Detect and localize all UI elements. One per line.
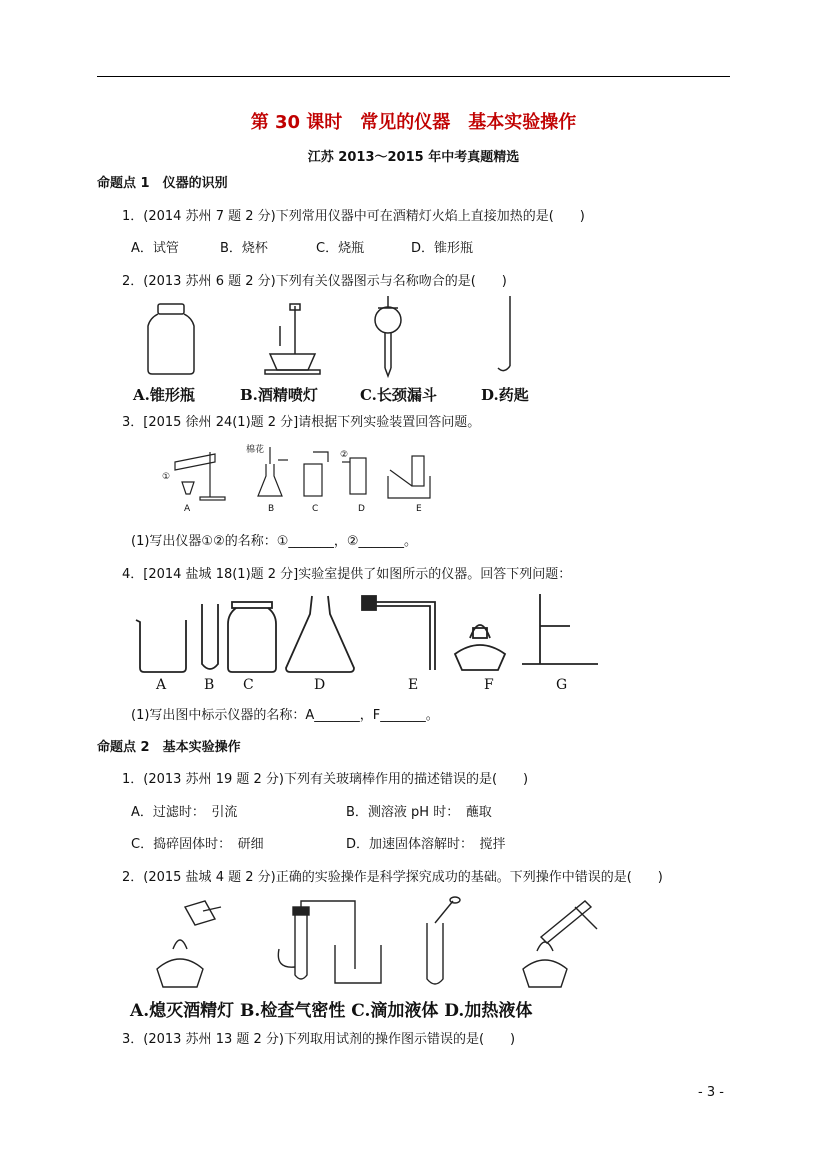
section-heading-1: 命题点 1 仪器的识别	[97, 176, 228, 191]
test-tube-drawing	[202, 604, 218, 669]
section-heading-2: 命题点 2 基本实验操作	[97, 740, 241, 755]
heat-liquid-drawing	[523, 901, 597, 987]
q2-caption-d: D.药匙	[481, 386, 529, 404]
q2-caption-c: C.长颈漏斗	[360, 386, 437, 404]
q2-1-option-d: D．加速固体溶解时： 搅拌	[346, 837, 506, 852]
q3-note-2: ②	[340, 450, 349, 460]
q3-label-a: A	[184, 504, 191, 514]
page-subtitle: 江苏 2013～2015 年中考真题精选	[307, 150, 520, 165]
page-title: 第 30 课时 常见的仪器 基本实验操作	[250, 112, 577, 133]
add-liquid-drawing	[427, 897, 460, 984]
q1-1-option-b: B．烧杯	[220, 241, 268, 256]
q2-1-option-a: A．过滤时： 引流	[131, 805, 238, 820]
operation-figure-q2	[145, 897, 605, 989]
question-1-4: 4．[2014 盐城 18(1)题 2 分]实验室提供了如图所示的仪器。回答下列问题：	[122, 567, 572, 582]
separatory-funnel-drawing	[375, 296, 401, 376]
q3-label-e: E	[416, 504, 422, 514]
page-number: - 3 -	[698, 1085, 724, 1100]
question-1-3: 3．[2015 徐州 24(1)题 2 分]请根据下列实验装置回答问题。	[122, 415, 481, 430]
apparatus-c-drawing	[304, 452, 328, 496]
q2-caption-a: A.锥形瓶	[133, 386, 195, 404]
question-2-1: 1．(2013 苏州 19 题 2 分)下列有关玻璃棒作用的描述错误的是( )	[122, 772, 529, 787]
question-1-3-sub: (1)写出仪器①②的名称：①_______，②_______。	[131, 534, 418, 549]
q4-label-e: E	[408, 677, 419, 693]
glass-tube-stopper-drawing	[362, 596, 435, 670]
iron-stand-drawing	[522, 594, 598, 664]
q4-label-f: F	[484, 677, 494, 693]
apparatus-figure-q3	[160, 442, 460, 512]
q4-label-d: D	[314, 677, 326, 693]
q3-label-c: C	[312, 504, 319, 514]
q3-note-1: ①	[162, 472, 171, 482]
q1-1-option-a: A．试管	[131, 241, 179, 256]
apparatus-d-drawing	[342, 458, 366, 494]
gas-bottle-drawing	[228, 602, 276, 672]
q2-1-option-b: B．测溶液 pH 时： 蘸取	[346, 805, 492, 820]
q4-label-c: C	[243, 677, 254, 693]
wide-mouth-bottle-drawing	[148, 304, 194, 374]
alcohol-lamp-drawing	[455, 625, 505, 670]
question-1-4-sub: (1)写出图中标示仪器的名称：A_______，F_______。	[131, 708, 439, 723]
beaker-drawing	[136, 620, 186, 672]
dropper-spoon-drawing	[498, 296, 510, 371]
q2-2-caption: A.熄灭酒精灯 B.检查气密性 C.滴加液体 D.加热液体	[130, 1001, 533, 1021]
q2-caption-b: B.酒精喷灯	[240, 386, 318, 404]
q1-1-option-c: C．烧瓶	[316, 241, 365, 256]
q1-1-option-d: D．锥形瓶	[411, 241, 474, 256]
q3-note-cotton: 棉花	[246, 445, 265, 455]
q4-label-b: B	[204, 677, 215, 693]
instrument-figure-q2	[130, 296, 540, 376]
extinguish-lamp-drawing	[157, 901, 221, 987]
question-2-3: 3．(2013 苏州 13 题 2 分)下列取用试剂的操作图示错误的是( )	[122, 1032, 516, 1047]
apparatus-e-drawing	[388, 456, 430, 498]
question-1-2: 2．(2013 苏州 6 题 2 分)下列有关仪器图示与名称吻合的是( )	[122, 274, 507, 289]
header-rule	[97, 76, 730, 77]
q2-1-option-c: C．捣碎固体时： 研细	[131, 837, 264, 852]
q4-label-g: G	[556, 677, 568, 693]
airtightness-check-drawing	[278, 901, 381, 983]
question-2-2: 2．(2015 盐城 4 题 2 分)正确的实验操作是科学探究成功的基础。下列操作中错误的是( )	[122, 870, 663, 885]
question-1-1: 1．(2014 苏州 7 题 2 分)下列常用仪器中可在酒精灯火焰上直接加热的是( )	[122, 209, 585, 224]
alcohol-blast-lamp-drawing	[265, 304, 320, 374]
q4-label-a: A	[156, 677, 167, 693]
q3-label-d: D	[358, 504, 365, 514]
instrument-figure-q4	[130, 592, 610, 672]
conical-flask-drawing	[286, 596, 354, 672]
q3-label-b: B	[268, 504, 275, 514]
apparatus-a-drawing	[175, 452, 225, 500]
